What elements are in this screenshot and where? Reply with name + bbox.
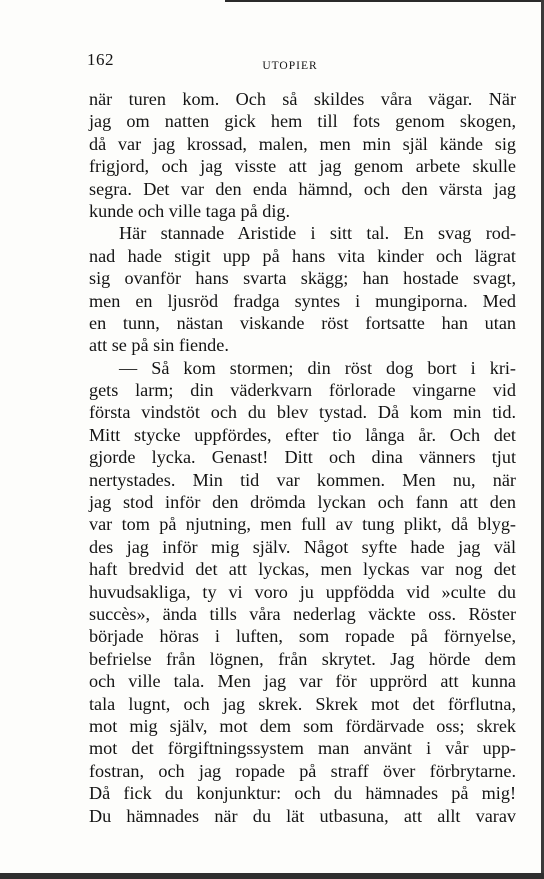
text-line: men en ljusröd fradga syntes i mungiporna. Med — [89, 290, 516, 311]
text-line: huvudsakliga, ty vi voro ju uppfödda vid »culte du — [89, 581, 516, 602]
text-line: frigjord, och jag visste att jag genom arbete skulle — [89, 156, 516, 177]
body-text — [89, 88, 516, 827]
text-line: första vindstöt och du blev tystad. Då kom min tid. — [89, 402, 516, 423]
text-line: då var jag krossad, malen, men min själ kände sig — [89, 133, 516, 154]
text-line: nertystades. Min tid var kommen. Men nu, när — [89, 469, 516, 490]
text-line: mot det förgiftningssystem man använt i vår upp- — [89, 738, 516, 759]
text-line: gets larm; din väderkvarn förlorade vingarne vid — [89, 380, 516, 401]
text-line: — Så kom stormen; din röst dog bort i kri- — [119, 357, 516, 378]
text-line: befrielse från lögnen, från skrytet. Jag hörde dem — [89, 648, 516, 669]
text-line: des jag inför mig själv. Något syfte hade jag väl — [89, 536, 516, 557]
text-line: haft bredvid det att lyckas, men lyckas var nog det — [89, 559, 516, 580]
text-line: gjorde lycka. Genast! Ditt och dina vänners tjut — [89, 447, 516, 468]
top-edge-rule — [225, 0, 544, 2]
text-line: sig ovanför hans svarta skägg; han hostade svagt, — [89, 268, 516, 289]
text-line: kunde och ville taga på dig. — [89, 200, 291, 221]
text-line: segra. Det var den enda hämnd, och den värsta jag — [89, 178, 516, 199]
running-header: UTOPIER — [262, 60, 318, 72]
text-line: Du hämnades när du lät utbasuna, att allt varav — [89, 805, 516, 826]
text-line: att se på sin fiende. — [89, 335, 229, 356]
text-line: när turen kom. Och så skildes våra vägar. När — [89, 89, 516, 109]
text-line: jag stod inför den drömda lyckan och fann att den — [89, 492, 516, 513]
text-line: var tom på njutning, men full av tung plikt, då blyg- — [89, 514, 516, 535]
text-line: nad hade stigit upp på hans vita kinder och lägrat — [89, 245, 516, 266]
text-line: Då fick du konjunktur: och du hämnades på mig! — [89, 783, 516, 804]
text-line: Mitt stycke uppfördes, efter tio långa år. Och det — [89, 424, 516, 445]
text-line: en tunn, nästan viskande röst fortsatte han utan — [89, 312, 516, 333]
text-line: jag om natten gick hem till fots genom skogen, — [89, 111, 516, 132]
text-line: succès», ända tills våra nederlag väckte oss. Röster — [89, 603, 516, 624]
text-line: fostran, och jag ropade på straff över förbrytarne. — [89, 760, 516, 781]
page-number: 162 — [87, 50, 114, 69]
text-line: Här stannade Aristide i sitt tal. En svag rod- — [119, 223, 516, 244]
bottom-edge-rule — [0, 873, 544, 879]
text-line: mot mig själv, mot dem som fördärvade oss; skrek — [89, 715, 516, 736]
text-line: tala lugnt, och jag skrek. Skrek mot det förflutna, — [89, 693, 516, 714]
text-line: och ville tala. Men jag var för upprörd att kunna — [89, 671, 516, 692]
text-line: började höras i luften, som ropade på förnyelse, — [89, 626, 516, 647]
